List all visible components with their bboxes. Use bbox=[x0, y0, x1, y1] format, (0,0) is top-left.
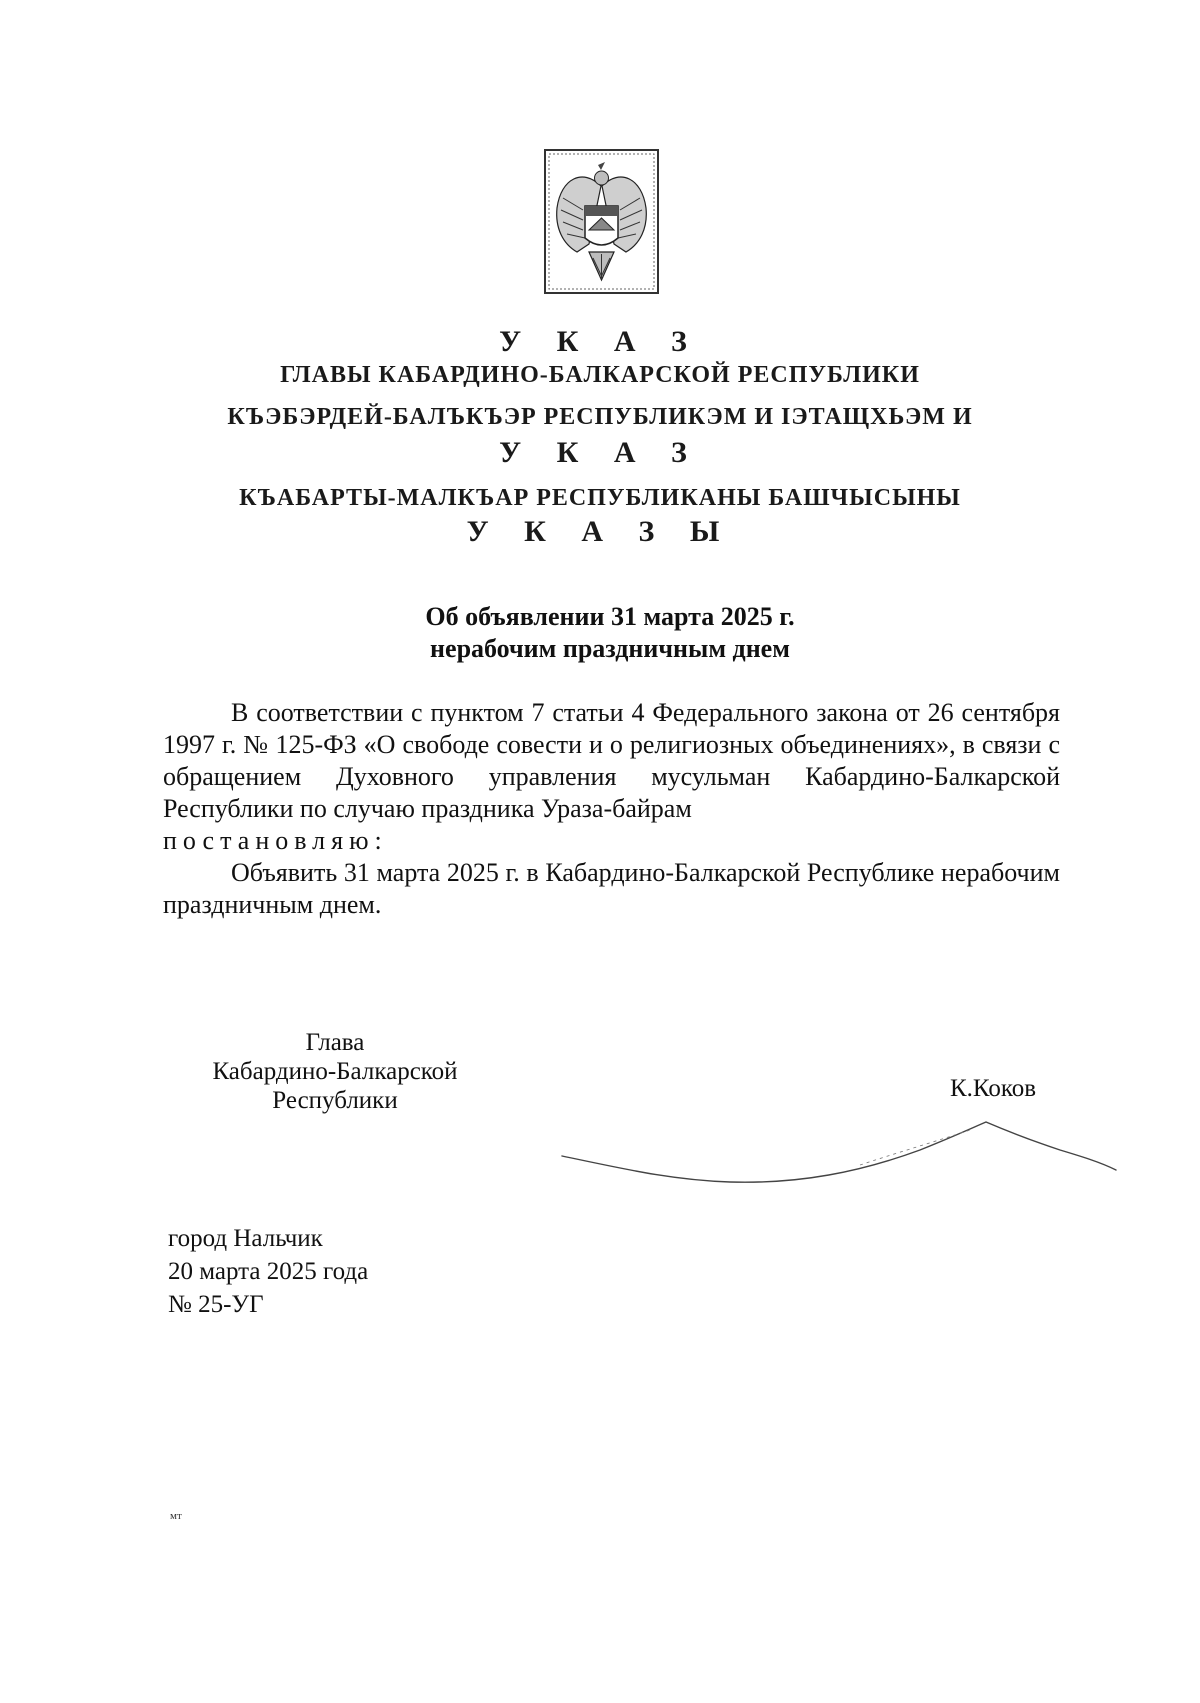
decree-number: № 25-УГ bbox=[168, 1291, 264, 1318]
coat-of-arms-emblem bbox=[543, 148, 660, 295]
signatory-title-1: Глава bbox=[305, 1029, 365, 1056]
issuer-line-kabardian: КЪЭБЭРДЕЙ-БАЛЪКЪЭР РЕСПУБЛИКЭМ И IЭТАЩХЬЭМ И bbox=[227, 404, 973, 430]
decree-subject-line-2: нерабочим праздничным днем bbox=[430, 634, 790, 663]
typist-initials: мт bbox=[170, 1510, 182, 1522]
decree-heading-kabardian: У К А З bbox=[499, 436, 701, 469]
signatory-title-2: Кабардино-Балкарской bbox=[212, 1058, 458, 1085]
decree-heading: У К А З bbox=[499, 325, 701, 358]
issue-city: город Нальчик bbox=[168, 1225, 323, 1252]
issuer-line-balkar: КЪАБАРТЫ-МАЛКЪАР РЕСПУБЛИКАНЫ БАШЧЫСЫНЫ bbox=[239, 485, 961, 511]
signatory-title-3: Республики bbox=[272, 1087, 398, 1114]
decree-heading-balkar: У К А З Ы bbox=[466, 515, 734, 548]
decree-body bbox=[163, 697, 1060, 921]
preamble-paragraph: В соответствии с пунктом 7 статьи 4 Федерального закона от 26 сентября 1997 г. № 125-ФЗ «О свободе совести и о религиозных объединениях», в связи с обращением Духовного управления мусульман Кабардино-Балкарской Республики по случаю праздника Ураза-байрам bbox=[163, 698, 1060, 823]
handwritten-signature bbox=[560, 1110, 1120, 1200]
operative-paragraph: Объявить 31 марта 2025 г. в Кабардино-Балкарской Республике нерабочим праздничным днем. bbox=[163, 858, 1060, 919]
issuer-line-russian: ГЛАВЫ КАБАРДИНО-БАЛКАРСКОЙ РЕСПУБЛИКИ bbox=[280, 362, 920, 388]
issue-date: 20 марта 2025 года bbox=[168, 1258, 369, 1285]
decree-subject-line-1: Об объявлении 31 марта 2025 г. bbox=[425, 602, 795, 631]
decree-verb: постановляю: bbox=[163, 826, 388, 855]
signatory-name: К.Коков bbox=[950, 1075, 1037, 1102]
